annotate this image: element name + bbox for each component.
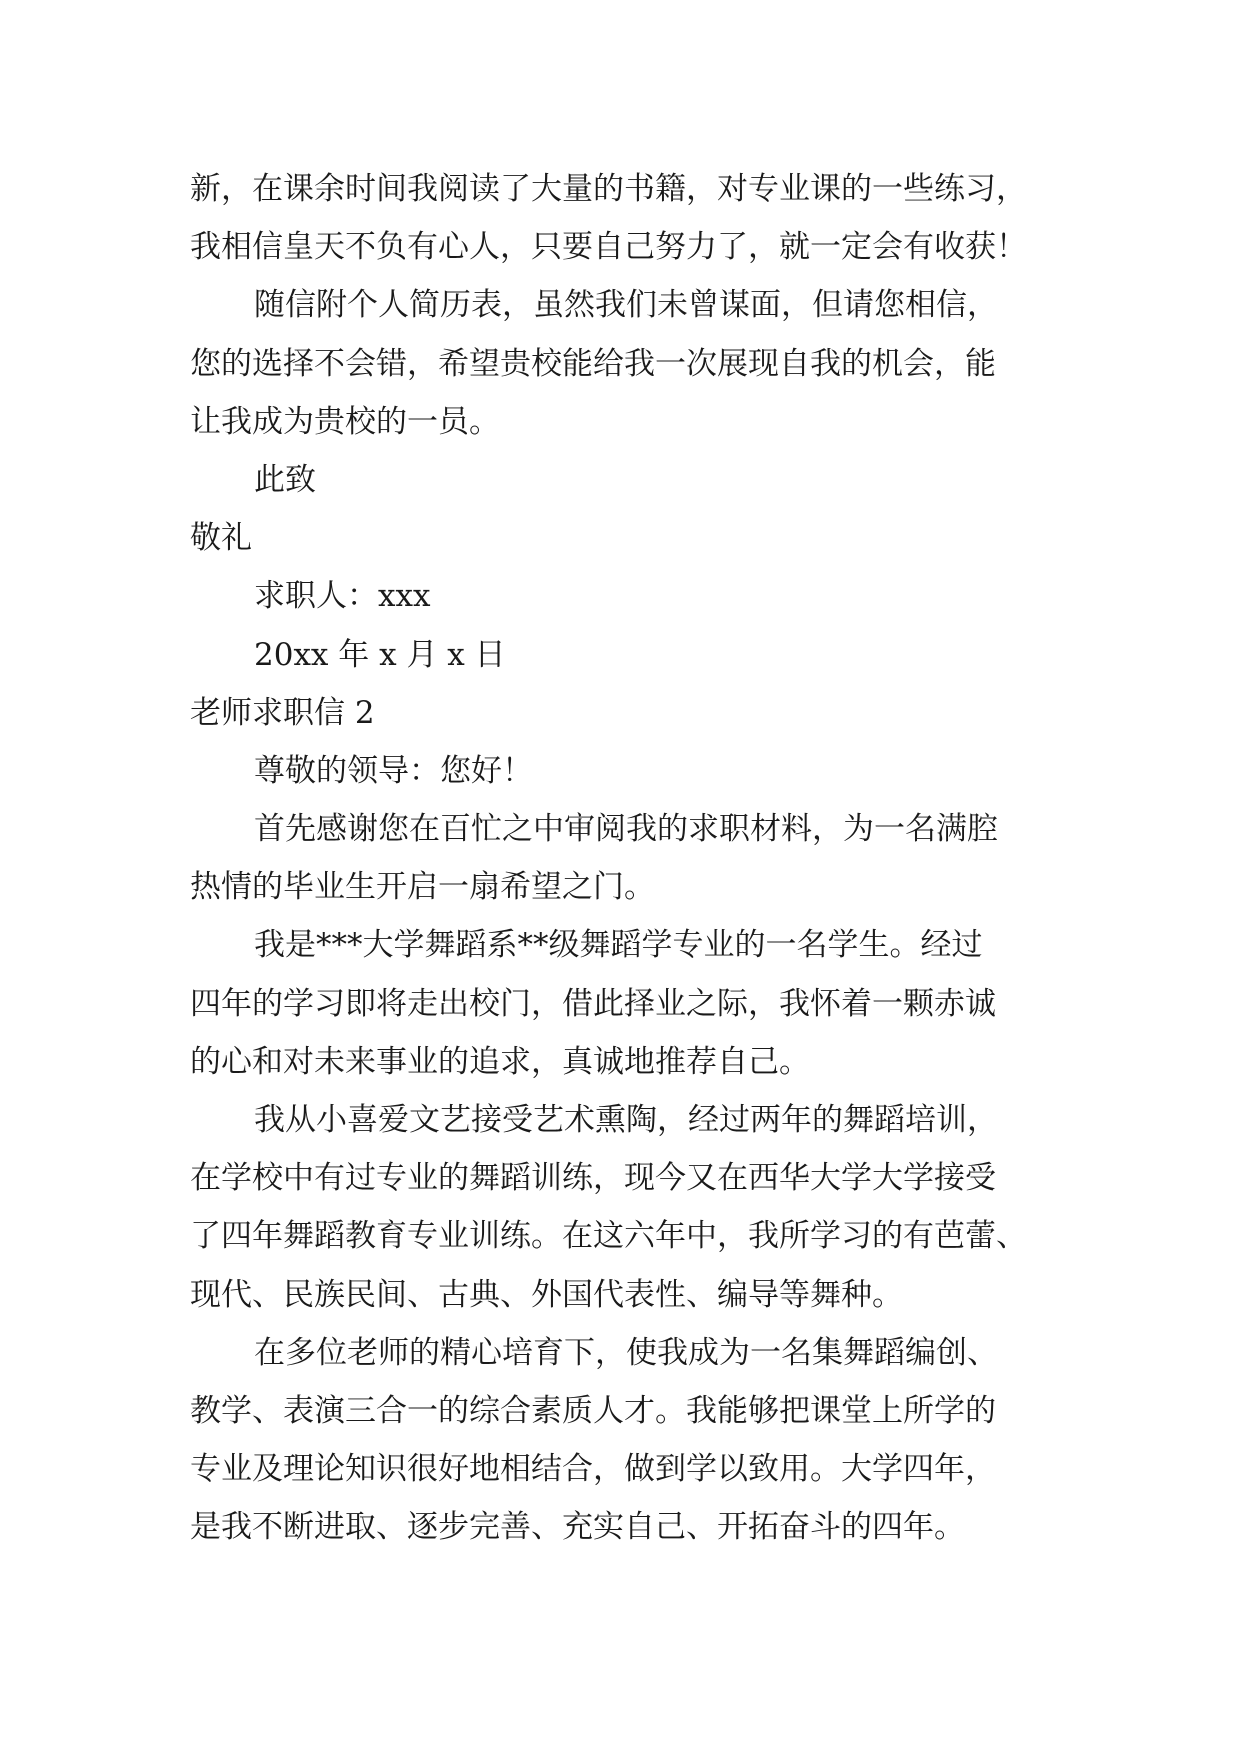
text-line: 首先感谢您在百忙之中审阅我的求职材料，为一名满腔 bbox=[254, 811, 998, 848]
text-line: 是我不断进取、逐步完善、充实自己、开拓奋斗的四年。 bbox=[190, 1509, 965, 1546]
text-line: 新，在课余时间我阅读了大量的书籍，对专业课的一些练习， bbox=[190, 171, 1027, 207]
text-line: 随信附个人简历表，虽然我们未曾谋面，但请您相信， bbox=[254, 287, 998, 324]
text-line: 的心和对未来事业的追求，真诚地推荐自己。 bbox=[190, 1043, 810, 1080]
text-line: 教学、表演三合一的综合素质人才。我能够把课堂上所学的 bbox=[190, 1392, 996, 1429]
text-line: 四年的学习即将走出校门，借此择业之际，我怀着一颗赤诚 bbox=[190, 985, 996, 1022]
text-line: 让我成为贵校的一员。 bbox=[190, 403, 500, 440]
text-line: 您的选择不会错，希望贵校能给我一次展现自我的机会，能 bbox=[190, 345, 996, 382]
text-line: 现代、民族民间、古典、外国代表性、编导等舞种。 bbox=[190, 1276, 903, 1313]
text-line: 在学校中有过专业的舞蹈训练，现今又在西华大学大学接受 bbox=[190, 1160, 996, 1197]
text-line: 此致 bbox=[254, 461, 316, 498]
text-line: 求职人：xxx bbox=[254, 578, 431, 615]
text-line: 专业及理论知识很好地相结合，做到学以致用。大学四年， bbox=[190, 1451, 996, 1488]
text-line: 20xx 年 x 月 x 日 bbox=[254, 636, 506, 673]
text-line: 我相信皇天不负有心人，只要自己努力了，就一定会有收获！ bbox=[190, 229, 1027, 266]
document-body bbox=[190, 160, 1050, 1557]
text-line: 我是***大学舞蹈系**级舞蹈学专业的一名学生。经过 bbox=[254, 927, 983, 964]
text-line: 在多位老师的精心培育下，使我成为一名集舞蹈编创、 bbox=[254, 1334, 998, 1371]
text-line: 了四年舞蹈教育专业训练。在这六年中，我所学习的有芭蕾、 bbox=[190, 1218, 1027, 1255]
text-line: 热情的毕业生开启一扇希望之门。 bbox=[190, 869, 655, 906]
text-line: 敬礼 bbox=[190, 520, 252, 557]
text-line: 尊敬的领导：您好！ bbox=[254, 752, 533, 789]
section-heading: 老师求职信 2 bbox=[190, 694, 375, 731]
text-line: 我从小喜爱文艺接受艺术熏陶，经过两年的舞蹈培训， bbox=[254, 1102, 998, 1138]
